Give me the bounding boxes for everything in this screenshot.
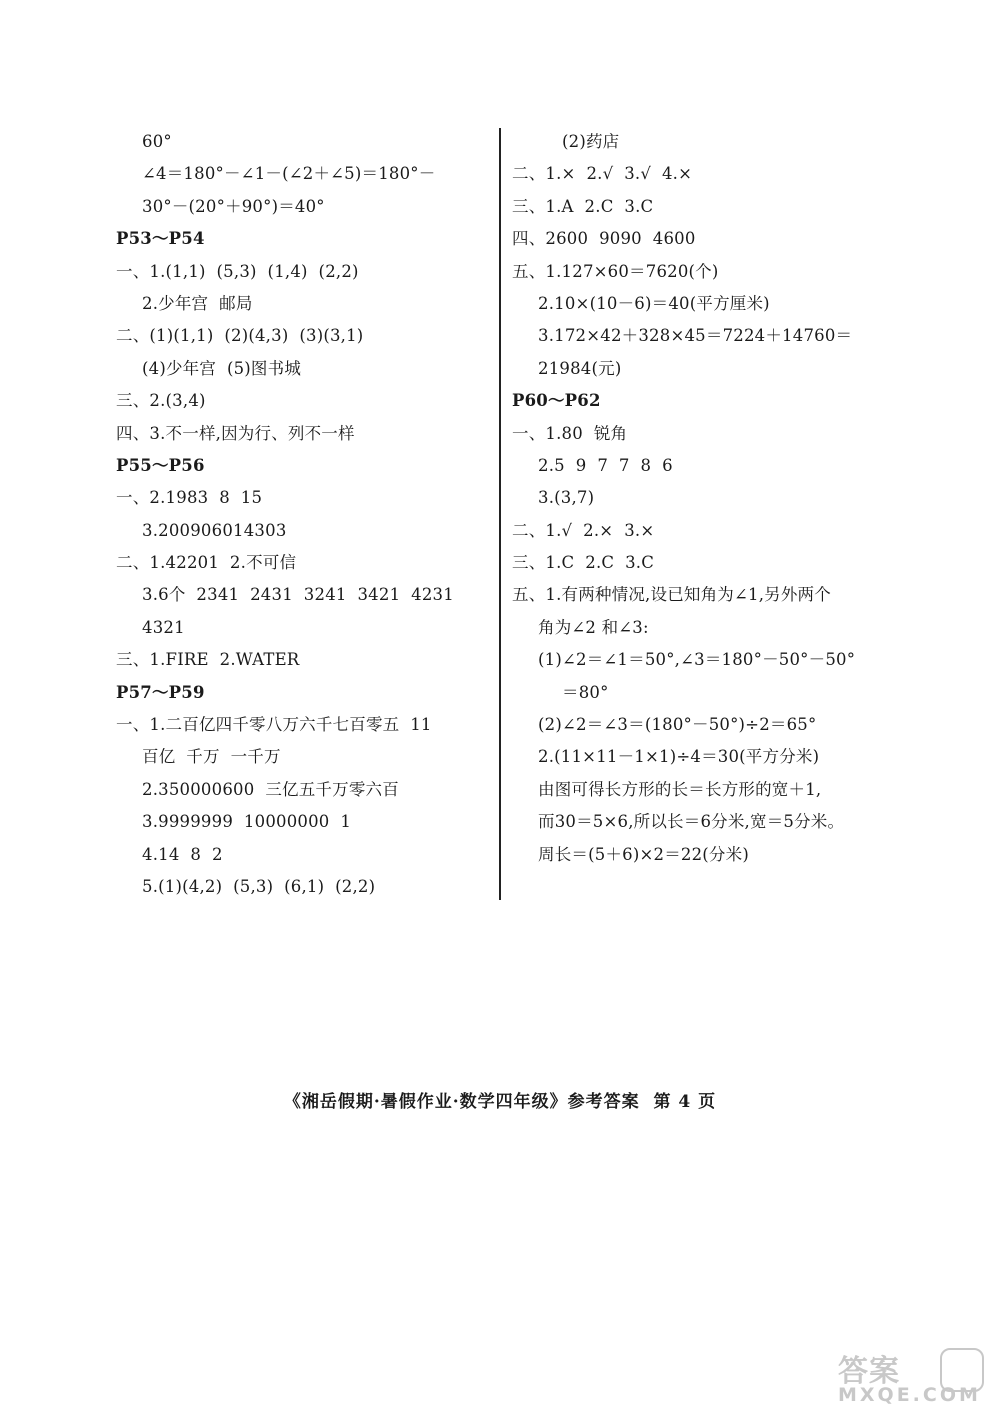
- answer-line: 由图可得长方形的长＝长方形的宽＋1,: [538, 779, 822, 799]
- answer-line: 2.少年宫 邮局: [142, 293, 253, 313]
- section-heading: P57～P59: [116, 682, 205, 702]
- answer-line: 四、3.不一样,因为行、列不一样: [116, 423, 355, 443]
- answer-line: 3.200906014303: [142, 520, 287, 540]
- answer-line: 3.172×42＋328×45＝7224＋14760＝: [538, 326, 853, 346]
- answer-line: 一、1.80 锐角: [512, 423, 628, 443]
- answer-line: 五、1.127×60＝7620(个): [512, 261, 719, 281]
- answer-line: 2.(11×11－1×1)÷4＝30(平方分米): [538, 747, 820, 767]
- answer-line: 5.(1)(4,2) (5,3) (6,1) (2,2): [142, 876, 376, 896]
- left-answer-column: [116, 126, 488, 903]
- answer-line: 60°: [142, 132, 172, 151]
- answer-line: (4)少年宫 (5)图书城: [142, 358, 302, 378]
- answer-line: 3.9999999 10000000 1: [142, 812, 352, 832]
- answer-line: 百亿 千万 一千万: [142, 747, 281, 767]
- answer-line: 4321: [142, 617, 185, 637]
- answer-line: 二、1.× 2.√ 3.√ 4.×: [512, 164, 693, 184]
- watermark-logo: [838, 1346, 988, 1408]
- answer-line: 2.5 9 7 7 8 6: [538, 455, 673, 475]
- answer-line: 一、2.1983 8 15: [116, 488, 263, 508]
- answer-line: 三、1.C 2.C 3.C: [512, 553, 655, 573]
- answer-line: 二、1.√ 2.× 3.×: [512, 520, 655, 540]
- answer-line: 2.10×(10－6)＝40(平方厘米): [538, 293, 770, 313]
- answer-line: 三、1.FIRE 2.WATER: [116, 650, 300, 670]
- column-divider: [499, 128, 501, 900]
- answer-line: 四、2600 9090 4600: [512, 229, 696, 249]
- answer-line: 3.(3,7): [538, 488, 595, 508]
- section-heading: P55～P56: [116, 455, 205, 475]
- answer-line: 角为∠2 和∠3:: [538, 617, 649, 637]
- answer-line: (2)药店: [562, 132, 620, 151]
- answer-line: 30°－(20°＋90°)＝40°: [142, 196, 325, 216]
- watermark-site-text: MXQE.COM: [838, 1384, 981, 1406]
- answer-line: 二、1.42201 2.不可信: [116, 553, 297, 573]
- answer-line: 三、2.(3,4): [116, 391, 206, 411]
- answer-line: 2.350000600 三亿五千万零六百: [142, 779, 399, 799]
- right-answer-column: [512, 126, 902, 871]
- page-footer: 《湘岳假期·暑假作业·数学四年级》参考答案 第 4 页: [283, 1092, 717, 1112]
- answer-line: 3.6个 2341 2431 3241 3421 4231: [142, 585, 454, 605]
- answer-line: 21984(元): [538, 358, 622, 378]
- answer-line: 五、1.有两种情况,设已知角为∠1,另外两个: [512, 585, 831, 605]
- answer-line: 二、(1)(1,1) (2)(4,3) (3)(3,1): [116, 326, 364, 346]
- watermark-top-text: 答案: [838, 1354, 900, 1389]
- section-heading: P60～P62: [512, 391, 601, 411]
- answer-line: (2)∠2＝∠3＝(180°－50°)÷2＝65°: [538, 715, 817, 735]
- answer-line: 一、1.(1,1) (5,3) (1,4) (2,2): [116, 261, 359, 281]
- answer-line: 而30＝5×6,所以长＝6分米,宽＝5分米。: [538, 812, 845, 832]
- answer-line: 4.14 8 2: [142, 844, 223, 864]
- answer-line: ∠4＝180°－∠1－(∠2＋∠5)＝180°－: [142, 164, 436, 184]
- answer-line: (1)∠2＝∠1＝50°,∠3＝180°－50°－50°: [538, 650, 856, 670]
- answer-line: 一、1.二百亿四千零八万六千七百零五 11: [116, 715, 432, 735]
- answer-line: ＝80°: [562, 682, 609, 702]
- answer-line: 周长＝(5＋6)×2＝22(分米): [538, 844, 749, 864]
- section-heading: P53～P54: [116, 229, 205, 249]
- answer-line: 三、1.A 2.C 3.C: [512, 196, 654, 216]
